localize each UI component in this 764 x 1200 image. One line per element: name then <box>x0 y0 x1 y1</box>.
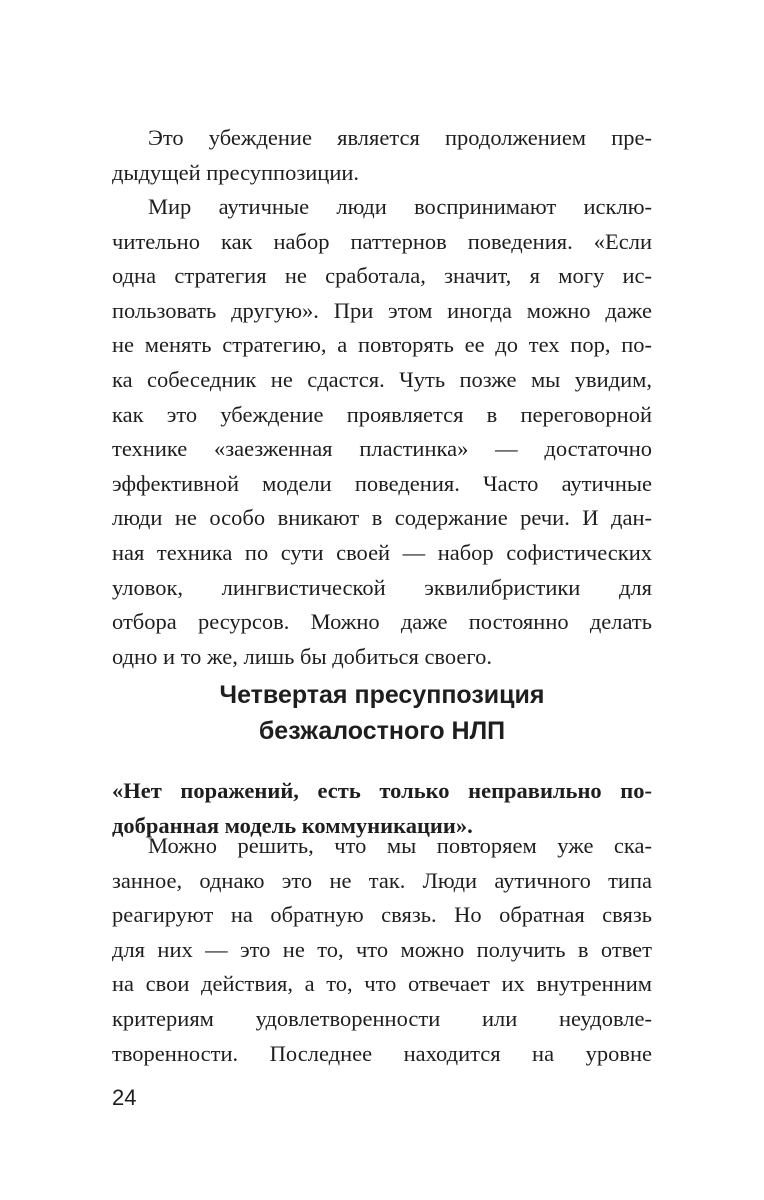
text-line: одна стратегия не сработала, значит, я могу ис- <box>112 263 652 289</box>
text-line: чительно как набор паттернов поведения. «Если <box>112 228 652 254</box>
page-number: 24 <box>112 1085 137 1110</box>
text-line: на свои действия, а то, что отвечает их внутренним <box>112 971 652 997</box>
text-line: творенности. Последнее находится на уровне <box>112 1040 652 1066</box>
text-line: пользовать другую». При этом иногда можно даже <box>112 297 652 323</box>
text-line: Мир аутичные люди воспринимают исклю- <box>148 194 652 219</box>
text-line: одно и то же, лишь бы добиться своего. <box>112 643 492 669</box>
text-line: для них — это не то, что можно получить в ответ <box>112 936 652 962</box>
text-line: «Нет поражений, есть только неправильно по- <box>112 778 652 803</box>
text-line: занное, однако это не так. Люди аутичного типа <box>112 867 652 893</box>
text-line: технике «заезженная пластинка» — достаточно <box>112 436 652 462</box>
text-line: критериям удовлетворенности или неудовле- <box>112 1005 652 1031</box>
text-line: реагируют на обратную связь. Но обратная связь <box>112 902 652 928</box>
section-heading <box>112 677 652 749</box>
text-line: ная техника по сути своей — набор софистических <box>112 539 652 565</box>
text-line: Можно решить, что мы повторяем уже ска- <box>148 833 652 858</box>
text-line: Это убеждение является продолжением пре- <box>148 125 652 150</box>
heading-line: безжалостного НЛП <box>258 717 506 745</box>
text-line: дыдущей пресуппозиции. <box>112 159 360 185</box>
text-line: ка собеседник не сдастся. Чуть позже мы увидим, <box>112 366 652 392</box>
text-line: не менять стратегию, а повторять ее до тех пор, по- <box>112 332 652 358</box>
text-line: добранная модель коммуникации». <box>112 812 473 838</box>
text-line: отбора ресурсов. Можно даже постоянно делать <box>112 609 652 635</box>
text-line: эффективной модели поведения. Часто аутичные <box>112 470 652 496</box>
paragraph-autistic-world <box>112 190 652 674</box>
paragraph-continuation <box>112 121 652 190</box>
text-line: люди не особо вникают в содержание речи. И дан- <box>112 505 652 531</box>
text-line: уловок, лингвистической эквилибристики для <box>112 574 652 600</box>
text-line: как это убеждение проявляется в переговорной <box>112 401 652 427</box>
heading-line: Четвертая пресуппозиция <box>219 681 545 709</box>
paragraph-feedback <box>112 829 652 1071</box>
